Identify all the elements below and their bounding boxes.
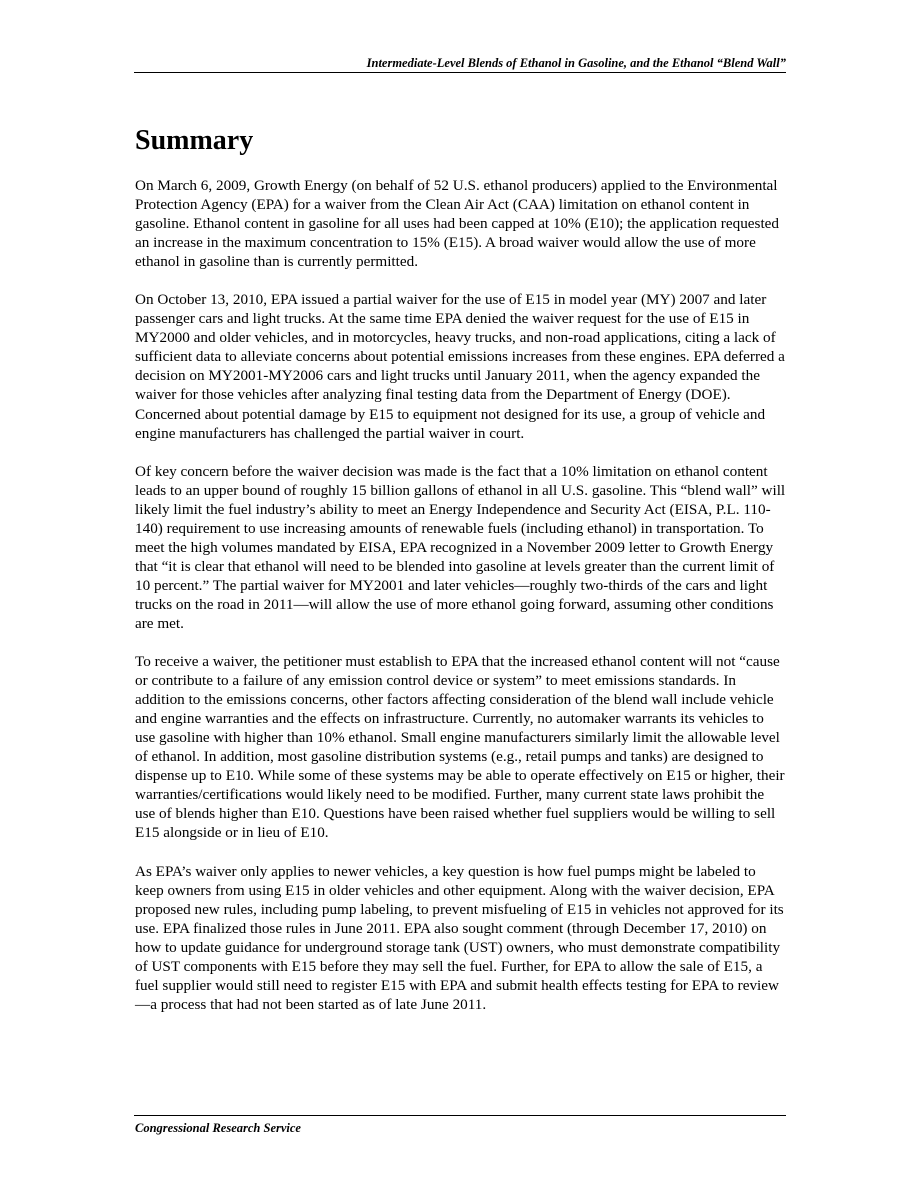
paragraph-4: To receive a waiver, the petitioner must establish to EPA that the increased ethanol content will not “cause or contribute to a failure of any emission control device or system” to meet emissions standards. In addition to the emissions concerns, other factors affecting consideration of the blend wall include vehicle and engine warranties and the effects on infrastructure. Currently, no automaker warrants its vehicles to use gasoline with higher than 10% ethanol. Small engine manufacturers similarly limit the allowable level of ethanol. In addition, most gasoline distribution systems (e.g., retail pumps and tanks) are designed to dispense up to E10. While some of these systems may be able to operate effectively on E15 or higher, their warranties/certifications would likely need to be modified. Further, many current state laws prohibit the use of blends higher than E10. Questions have been raised whether fuel suppliers would be willing to sell E15 alongside or in lieu of E10. xyxy=(135,653,785,842)
paragraph-2: On October 13, 2010, EPA issued a partial waiver for the use of E15 in model year (MY) 2007 and later passenger cars and light trucks. At the same time EPA denied the waiver request for the use of E15 in MY2000 and older vehicles, and in motorcycles, heavy trucks, and non-road applications, citing a lack of sufficient data to alleviate concerns about potential emissions increases from these engines. EPA deferred a decision on MY2001-MY2006 cars and light trucks until January 2011, when the agency expanded the waiver for those vehicles after analyzing final testing data from the Department of Energy (DOE). Concerned about potential damage by E15 to equipment not designed for its use, a group of vehicle and engine manufacturers has challenged the partial waiver in court. xyxy=(135,291,785,442)
paragraph-3: Of key concern before the waiver decision was made is the fact that a 10% limitation on ethanol content leads to an upper bound of roughly 15 billion gallons of ethanol in all U.S. gasoline. This “blend wall” will likely limit the fuel industry’s ability to meet an Energy Independence and Security Act (EISA, P.L. 110-140) requirement to use increasing amounts of renewable fuels (including ethanol) in transportation. To meet the high volumes mandated by EISA, EPA recognized in a November 2009 letter to Growth Energy that “it is clear that ethanol will need to be blended into gasoline at levels greater than the current limit of 10 percent.” The partial waiver for MY2001 and later vehicles—roughly two-thirds of the cars and light trucks on the road in 2011—will allow the use of more ethanol going forward, assuming other conditions are met. xyxy=(135,462,786,632)
page-title: Summary xyxy=(135,125,254,156)
header-divider xyxy=(134,72,786,73)
footer-divider xyxy=(134,1115,786,1116)
summary-body xyxy=(135,176,787,1033)
running-footer: Congressional Research Service xyxy=(135,1121,301,1135)
running-header: Intermediate-Level Blends of Ethanol in Gasoline, and the Ethanol “Blend Wall” xyxy=(366,56,786,70)
paragraph-5: As EPA’s waiver only applies to newer vehicles, a key question is how fuel pumps might be labeled to keep owners from using E15 in older vehicles and other equipment. Along with the waiver decision, EPA proposed new rules, including pump labeling, to prevent misfueling of E15 in vehicles not approved for its use. EPA finalized those rules in June 2011. EPA also sought comment (through December 17, 2010) on how to update guidance for underground storage tank (UST) owners, who must demonstrate compatibility of UST components with E15 before they may sell the fuel. Further, for EPA to allow the sale of E15, a fuel supplier would still need to register E15 with EPA and submit health effects testing for EPA to review—a process that had not been started as of late June 2011. xyxy=(135,862,784,1013)
paragraph-1: On March 6, 2009, Growth Energy (on behalf of 52 U.S. ethanol producers) applied to the Environmental Protection Agency (EPA) for a waiver from the Clean Air Act (CAA) limitation on ethanol content in gasoline. Ethanol content in gasoline for all uses had been capped at 10% (E10); the application requested an increase in the maximum concentration to 15% (E15). A broad waiver would allow the use of more ethanol in gasoline than is currently permitted. xyxy=(135,177,779,271)
